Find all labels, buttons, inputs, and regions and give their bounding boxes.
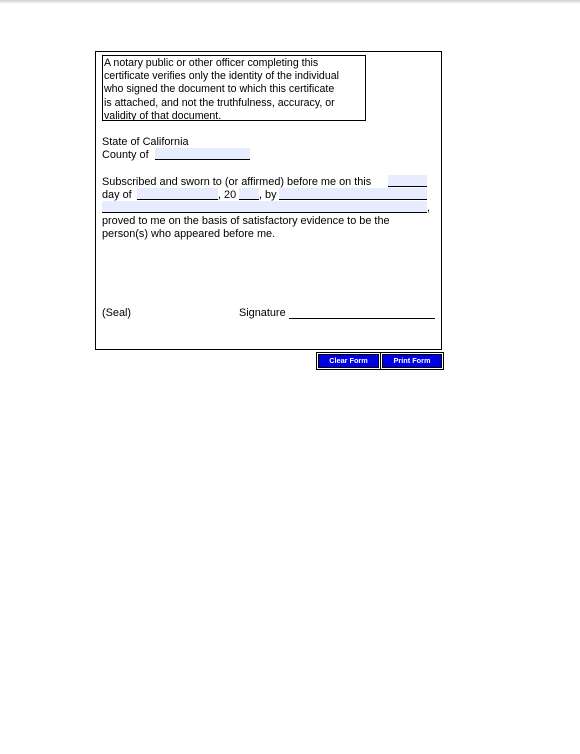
clear-form-button[interactable]: Clear Form	[318, 354, 379, 368]
viewer-top-shadow	[0, 0, 580, 4]
notice-line: is attached, and not the truthfulness, accuracy, or	[104, 96, 335, 109]
signer-name-field-continued[interactable]	[102, 201, 427, 213]
by-label: , by	[259, 189, 277, 201]
signature-line[interactable]	[289, 318, 435, 319]
notice-line: validity of that document.	[104, 109, 222, 121]
signature-label: Signature	[239, 307, 286, 319]
county-field[interactable]	[155, 148, 250, 160]
print-form-button[interactable]: Print Form	[382, 354, 442, 368]
trailing-comma: ,	[427, 202, 431, 214]
year-prefix: , 20	[218, 189, 237, 201]
signer-name-field[interactable]	[279, 188, 427, 200]
day-field[interactable]	[388, 175, 427, 187]
notice-line: A notary public or other officer completing this	[104, 57, 319, 69]
month-field[interactable]	[137, 188, 218, 200]
proved-line-1: proved to me on the basis of satisfactory evidence to be the	[102, 215, 390, 227]
day-of-label: day of	[102, 189, 132, 201]
sworn-text: Subscribed and sworn to (or affirmed) before me on this	[102, 176, 372, 188]
proved-line-2: person(s) who appeared before me.	[102, 228, 276, 240]
year-field[interactable]	[239, 188, 259, 200]
notary-notice-box	[102, 55, 366, 121]
state-label: State of California	[102, 136, 189, 148]
notice-line: certificate verifies only the identity of the individual	[104, 70, 339, 83]
county-label: County of	[102, 149, 149, 161]
notice-line: who signed the document to which this certificate	[104, 83, 335, 96]
seal-label: (Seal)	[102, 307, 132, 319]
notary-certificate	[95, 51, 442, 350]
